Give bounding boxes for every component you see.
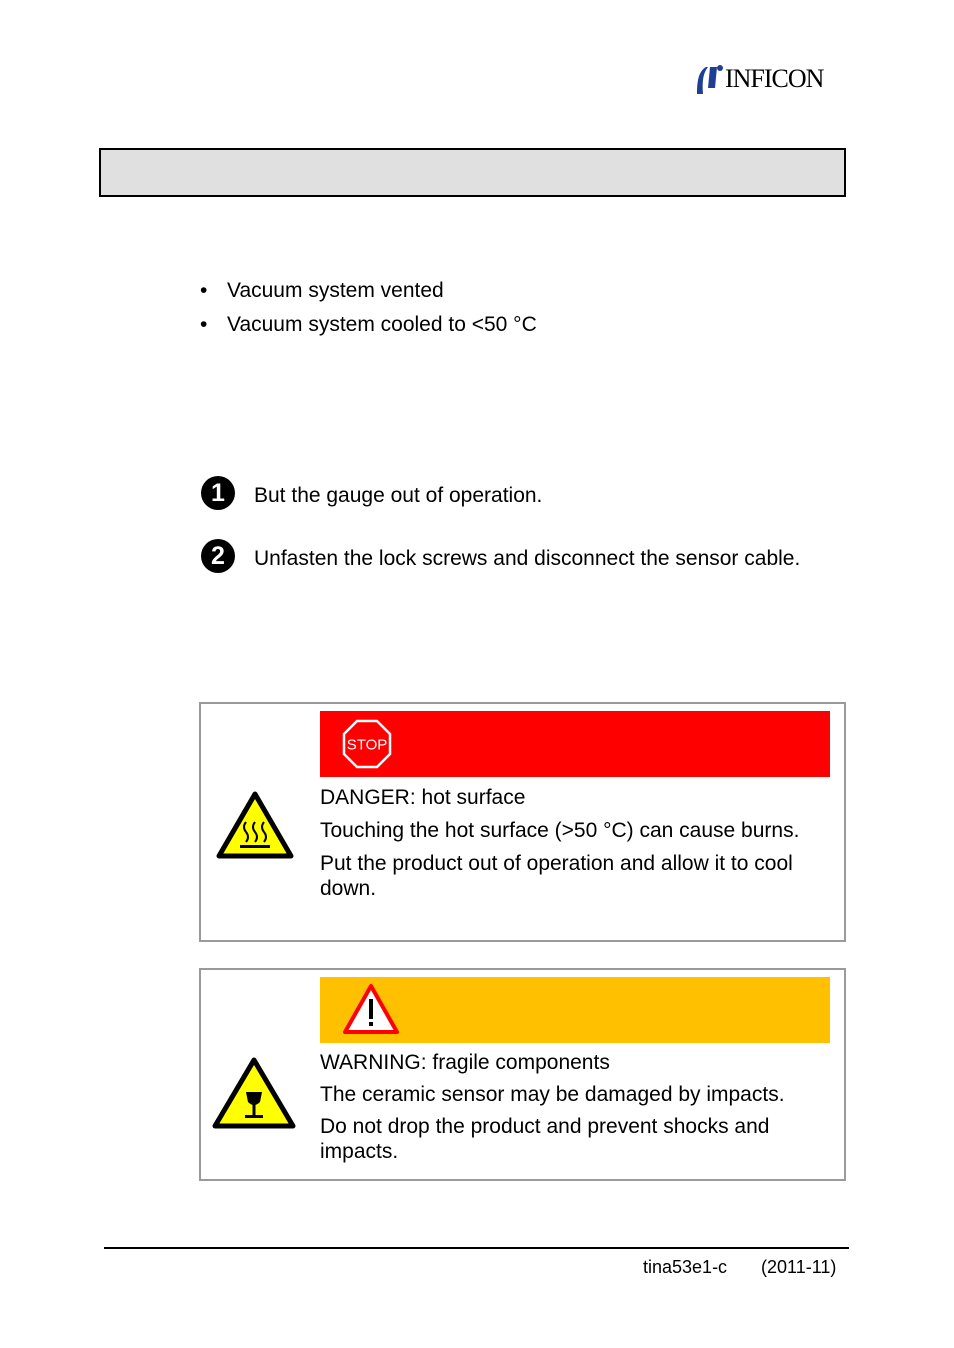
step-text: But the gauge out of operation. [254,484,543,507]
stop-sign-icon [342,719,392,769]
danger-line-1: Touching the hot surface (>50 °C) can cause burns. [320,819,800,842]
warning-title: WARNING: fragile components [320,1051,610,1074]
bullet-icon: • [200,279,208,302]
warning-line-1: The ceramic sensor may be damaged by impacts. [320,1083,785,1106]
logo-text: INFICON [725,64,824,93]
danger-line-2: Put the product out of operation and allow it to cool down. [320,852,793,900]
section-header-bar [99,148,846,197]
warning-line-2: Do not drop the product and prevent shocks and impacts. [320,1115,770,1163]
bullet-icon: • [200,313,208,336]
inficon-logo-mark-icon [694,64,724,96]
footer-date: (2011-11) [761,1257,837,1277]
danger-notice [199,702,846,942]
requirements-list [200,274,537,342]
list-item-text: Vacuum system cooled to <50 °C [227,313,537,336]
list-item [200,274,537,308]
danger-title: DANGER: hot surface [320,786,526,809]
danger-body [320,785,835,901]
footer-doc-id: tina53e1-c [643,1257,728,1277]
step-number-icon: 1 [201,476,235,510]
list-item-text: Vacuum system vented [227,279,444,302]
footer-rule [104,1247,849,1249]
fragile-glass-icon [211,1056,297,1130]
step-number-icon: 2 [201,539,235,573]
hot-surface-icon [215,790,295,860]
warning-notice [199,968,846,1181]
list-item [200,308,537,342]
step-text: Unfasten the lock screws and disconnect the sensor cable. [254,547,801,570]
danger-signal-banner [320,711,830,777]
warning-triangle-icon [342,983,400,1035]
warning-body [320,1050,835,1164]
inficon-logo [694,62,846,96]
warning-signal-banner [320,977,830,1043]
stop-sign-text: STOP [346,736,388,754]
